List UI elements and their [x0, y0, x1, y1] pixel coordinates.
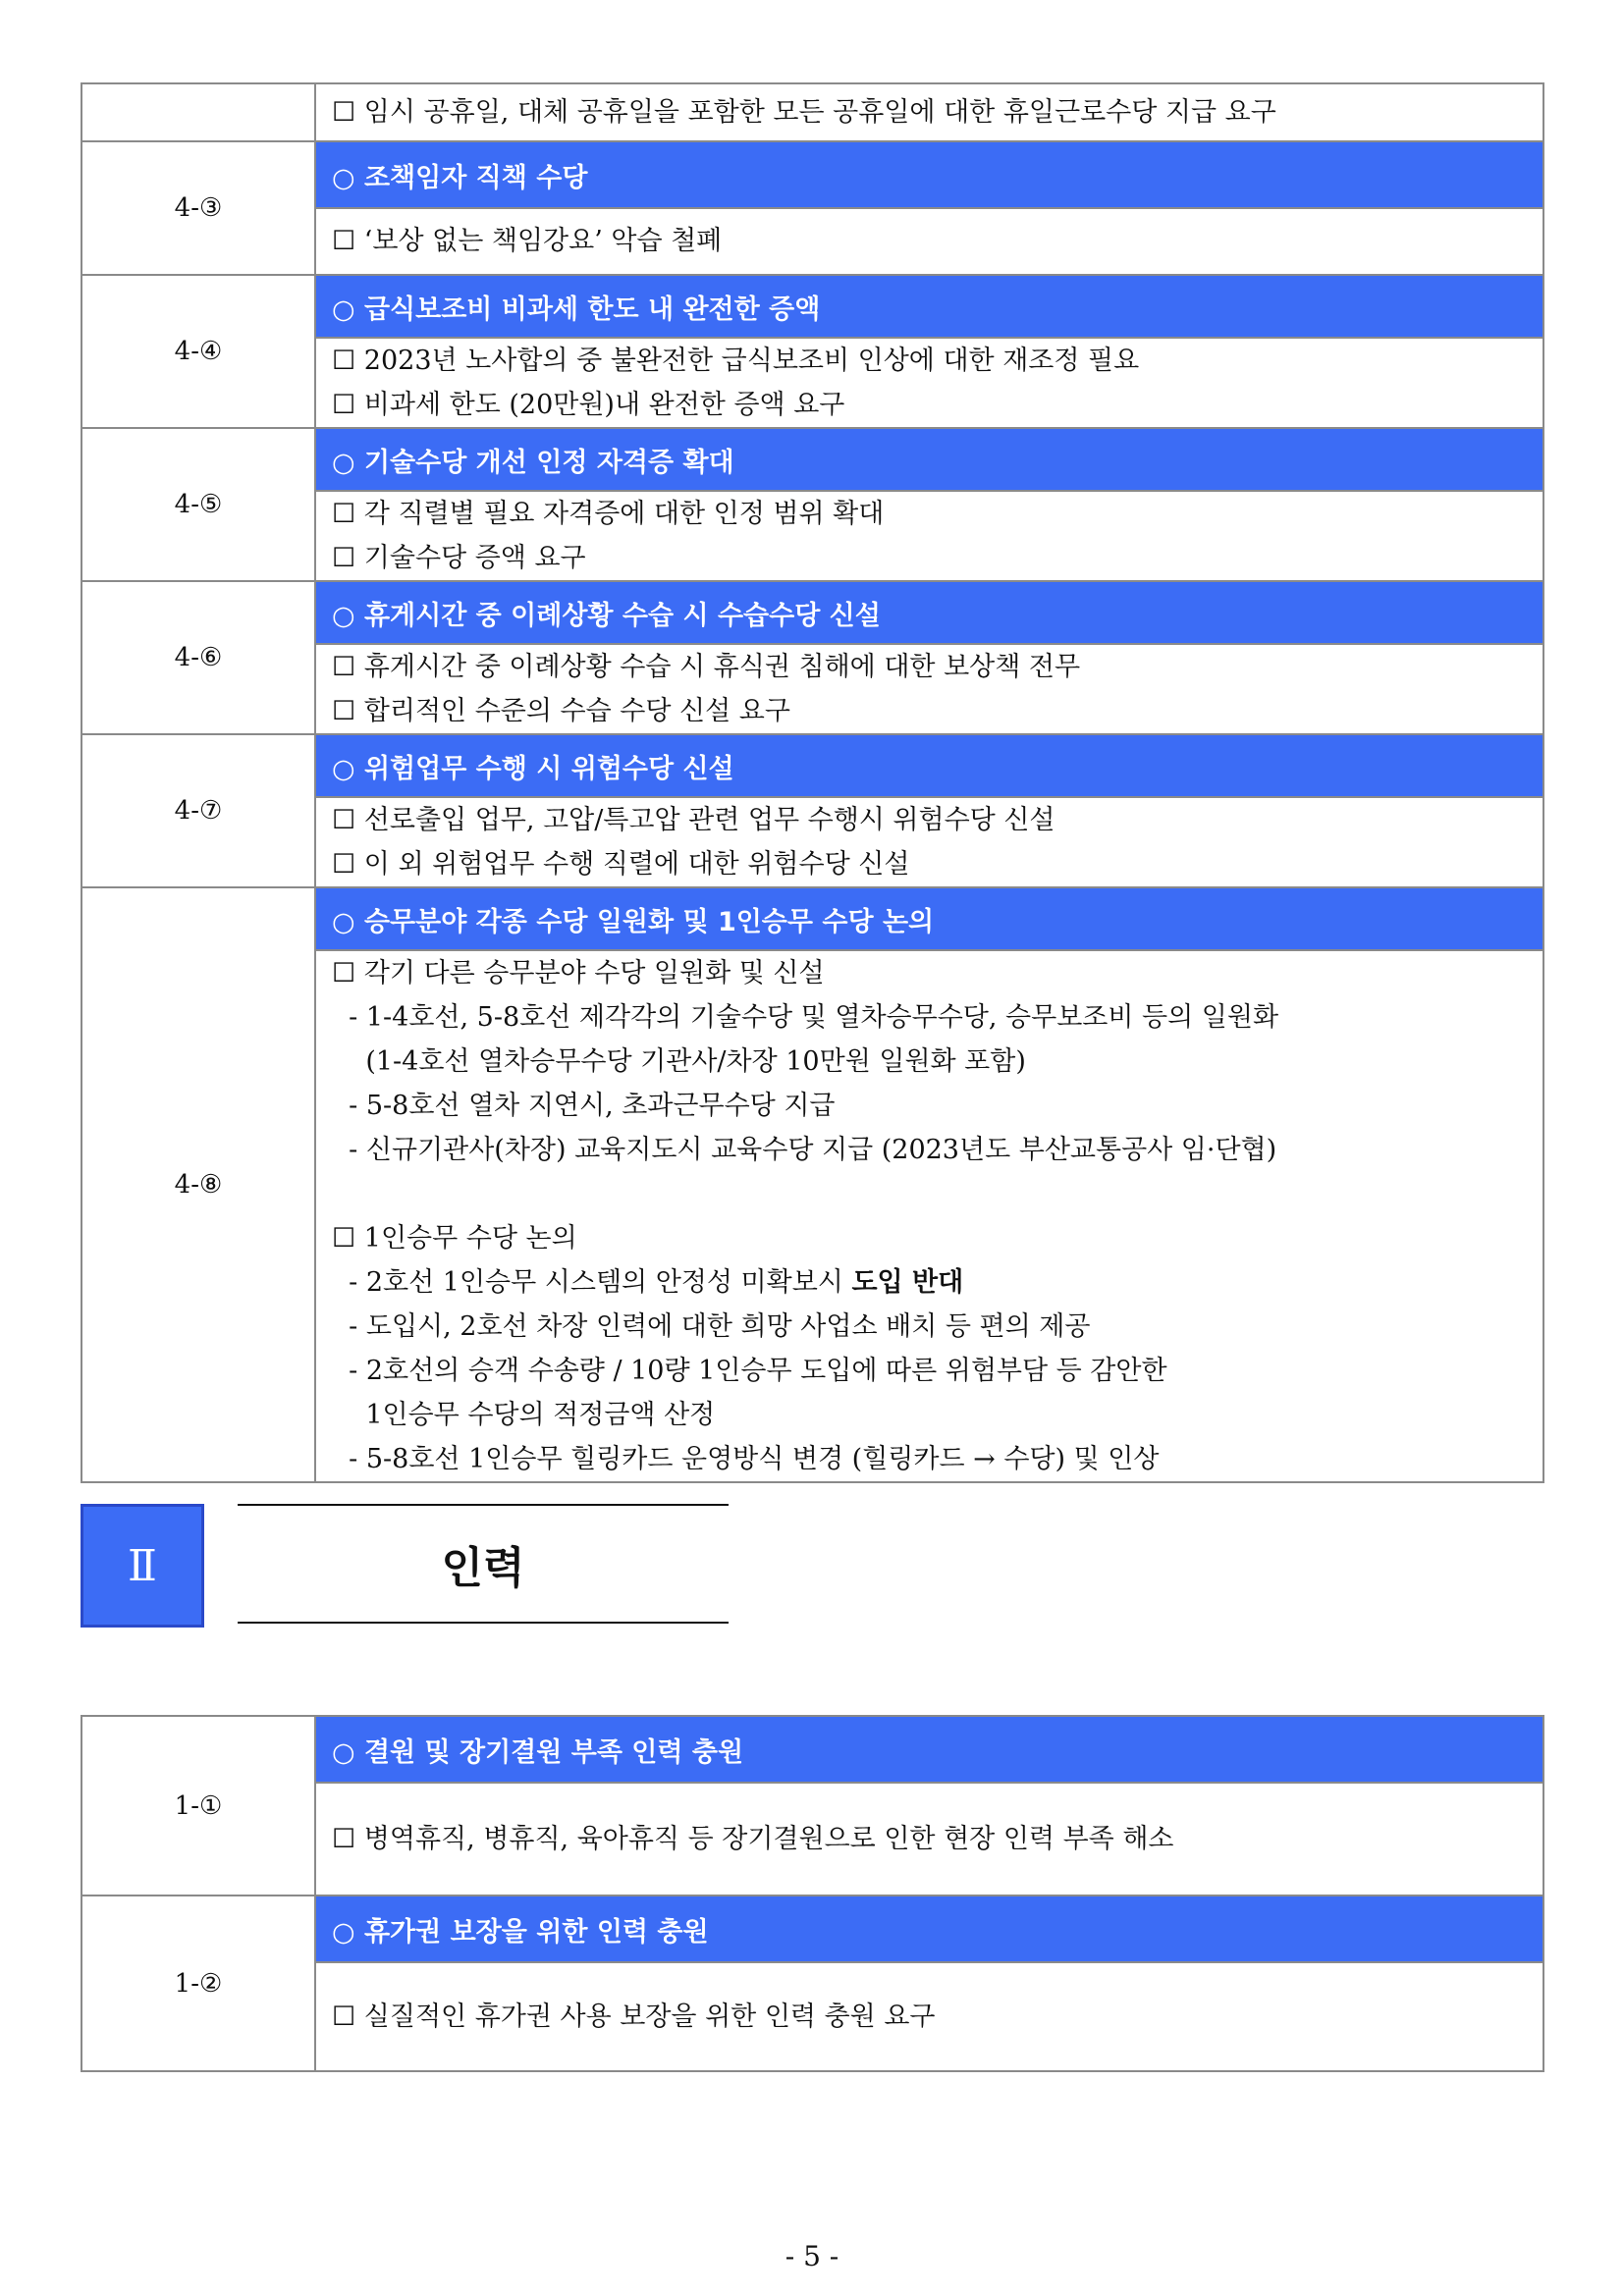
table-row — [81, 734, 1543, 887]
content-cell — [315, 581, 1543, 734]
list-item: ☐ 각 직렬별 필요 자격증에 대한 인정 범위 확대 — [332, 499, 885, 529]
table-row — [81, 581, 1543, 734]
content-cell — [315, 141, 1543, 275]
item-heading: ○ 승무분야 각종 수당 일원화 및 1인승무 수당 논의 — [316, 888, 1543, 951]
row-number: 4-③ — [81, 141, 315, 275]
item-heading: ○ 조책임자 직책 수당 — [316, 142, 1543, 209]
section-number-box: Ⅱ — [81, 1504, 204, 1628]
list-item: ☐ 각기 다른 승무분야 수당 일원화 및 신설 — [332, 958, 825, 988]
content-cell — [315, 1716, 1543, 1896]
blank-line — [316, 1172, 1543, 1216]
emphasis-text: 도입 반대 — [851, 1267, 964, 1298]
list-item-text: - 2호선 1인승무 시스템의 안정성 미확보시 — [332, 1267, 852, 1298]
content-cell — [315, 887, 1543, 1482]
content-cell — [315, 1896, 1543, 2071]
content-cell — [315, 275, 1543, 428]
content-cell — [315, 428, 1543, 581]
row-number: 1-② — [81, 1896, 315, 2071]
allowance-table — [81, 82, 1544, 1483]
table-row — [81, 275, 1543, 428]
list-item: - 5-8호선 열차 지연시, 초과근무수당 지급 — [332, 1091, 836, 1121]
item-heading: ○ 결원 및 장기결원 부족 인력 충원 — [316, 1717, 1543, 1784]
list-item: ☐ 기술수당 증액 요구 — [332, 543, 586, 573]
list-item: - 신규기관사(차장) 교육지도시 교육수당 지급 (2023년도 부산교통공사 임·단협) — [332, 1135, 1277, 1165]
content-cell — [315, 83, 1543, 141]
content-cell — [315, 734, 1543, 887]
staffing-table — [81, 1715, 1544, 2072]
item-heading: ○ 기술수당 개선 인정 자격증 확대 — [316, 429, 1543, 492]
list-item: ☐ 1인승무 수당 논의 — [332, 1223, 577, 1254]
list-item: ☐ 이 외 위험업무 수행 직렬에 대한 위험수당 신설 — [332, 849, 910, 880]
list-item: - 도입시, 2호선 차장 인력에 대한 희망 사업소 배치 등 편의 제공 — [332, 1311, 1091, 1342]
item-heading: ○ 휴가권 보장을 위한 인력 충원 — [316, 1896, 1543, 1963]
list-item — [316, 1260, 1543, 1305]
table-row — [81, 887, 1543, 1482]
row-number: 4-④ — [81, 275, 315, 428]
item-heading: ○ 급식보조비 비과세 한도 내 완전한 증액 — [316, 276, 1543, 339]
list-item: ☐ 병역휴직, 병휴직, 육아휴직 등 장기결원으로 인한 현장 인력 부족 해소 — [332, 1824, 1174, 1854]
list-item: ☐ 선로출입 업무, 고압/특고압 관련 업무 수행시 위험수당 신설 — [332, 805, 1056, 835]
row-number-cell — [81, 83, 315, 141]
table-row — [81, 83, 1543, 141]
table-row — [81, 428, 1543, 581]
list-item: ☐ 실질적인 휴가권 사용 보장을 위한 인력 충원 요구 — [332, 2002, 936, 2032]
item-heading: ○ 휴게시간 중 이례상황 수습 시 수습수당 신설 — [316, 582, 1543, 645]
row-number: 1-① — [81, 1716, 315, 1896]
list-item: ☐ 2023년 노사합의 중 불완전한 급식보조비 인상에 대한 재조정 필요 — [332, 346, 1140, 376]
list-item: - 5-8호선 1인승무 힐링카드 운영방식 변경 (힐링카드 → 수당) 및 인상 — [332, 1444, 1160, 1474]
list-item: ☐ ‘보상 없는 책임강요’ 악습 철폐 — [332, 226, 723, 256]
table-row — [81, 1896, 1543, 2071]
row-number: 4-⑥ — [81, 581, 315, 734]
list-item: ☐ 휴게시간 중 이례상황 수습 시 휴식권 침해에 대한 보상책 전무 — [332, 652, 1081, 682]
row-number: 4-⑤ — [81, 428, 315, 581]
list-item: - 2호선의 승객 수송량 / 10량 1인승무 도입에 따른 위험부담 등 감안한 — [332, 1356, 1167, 1386]
list-item: (1-4호선 열차승무수당 기관사/차장 10만원 일원화 포함) — [332, 1046, 1026, 1077]
list-item: ☐ 합리적인 수준의 수습 수당 신설 요구 — [332, 696, 790, 726]
row-number: 4-⑦ — [81, 734, 315, 887]
list-item: ☐ 비과세 한도 (20만원)내 완전한 증액 요구 — [332, 390, 845, 420]
item-heading: ○ 위험업무 수행 시 위험수당 신설 — [316, 735, 1543, 798]
section-bottom-rule — [238, 1622, 729, 1624]
list-item: - 1-4호선, 5-8호선 제각각의 기술수당 및 열차승무수당, 승무보조비 등의 일원화 — [332, 1002, 1279, 1033]
table-row — [81, 1716, 1543, 1896]
table-row — [81, 141, 1543, 275]
page-number: - 5 - — [785, 2240, 839, 2272]
list-item: 1인승무 수당의 적정금액 산정 — [332, 1400, 716, 1430]
section-title: 인력 — [441, 1543, 525, 1593]
row-number: 4-⑧ — [81, 887, 315, 1482]
list-item: ☐ 임시 공휴일, 대체 공휴일을 포함한 모든 공휴일에 대한 휴일근로수당 지급 요구 — [332, 97, 1276, 128]
